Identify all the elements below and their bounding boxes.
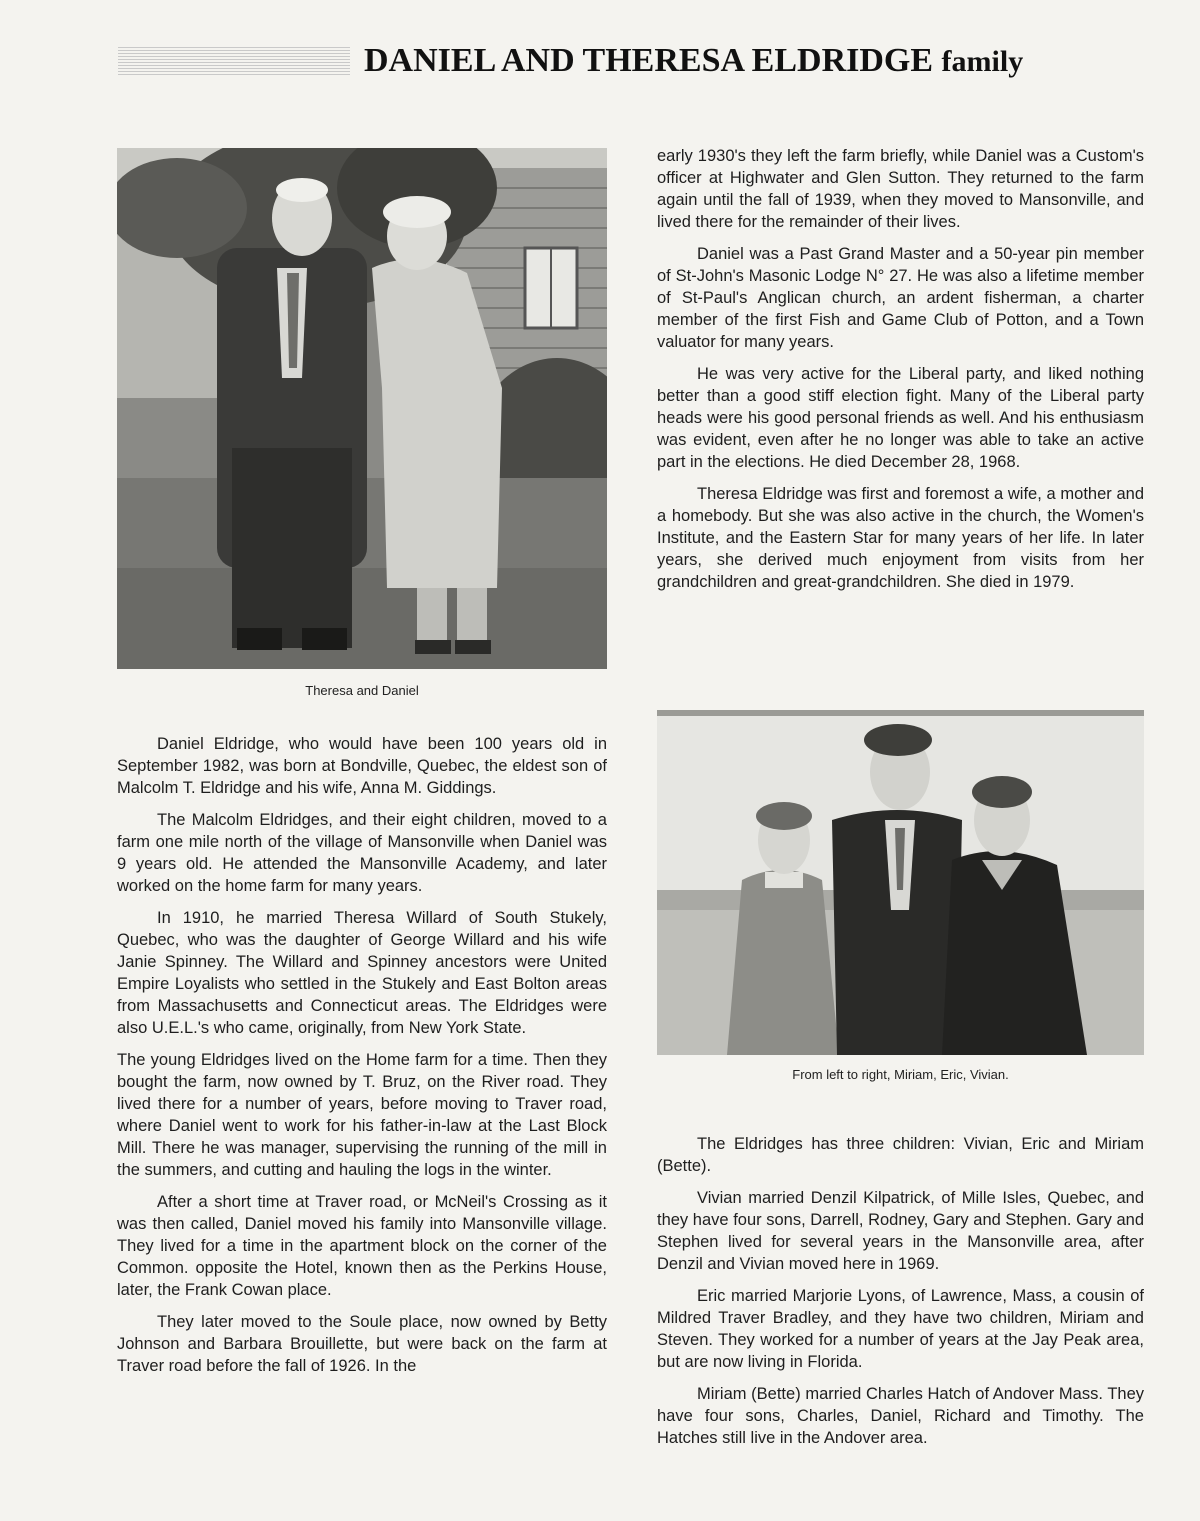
title-suffix: family <box>941 45 1024 78</box>
page-title <box>364 38 1023 85</box>
photo-couple-outdoors <box>117 148 607 669</box>
paragraph: early 1930's they left the farm briefly, while Daniel was a Custom's officer at Highwater and Glen Sutton. They returned to the farm again until the fall of 1939, when they moved to Mansonville, and lived there for the remainder of their lives. <box>657 147 1144 231</box>
left-column <box>117 733 607 1387</box>
right-column-bottom <box>657 1133 1144 1459</box>
paragraph: Miriam (Bette) married Charles Hatch of Andover Mass. They have four sons, Charles, Daniel, Richard and Timothy. The Hatches still live in the Andover area. <box>657 1385 1144 1447</box>
paragraph: They later moved to the Soule place, now owned by Betty Johnson and Barbara Brouillette, but were back on the farm at Traver road before the fall of 1926. In the <box>117 1313 607 1375</box>
paragraph: The Malcolm Eldridges, and their eight children, moved to a farm one mile north of the village of Mansonville when Daniel was 9 years old. He attended the Mansonville Academy, and later worked on the home farm for many years. <box>117 811 607 895</box>
paragraph: The Eldridges has three children: Vivian, Eric and Miriam (Bette). <box>657 1135 1144 1175</box>
paragraph: Eric married Marjorie Lyons, of Lawrence, Mass, a cousin of Mildred Traver Bradley, and they have two children, Miriam and Steven. They worked for a number of years at the Jay Peak area, but are now living in Florida. <box>657 1287 1144 1371</box>
photo-caption-couple: Theresa and Daniel <box>305 683 419 698</box>
paragraph: Daniel was a Past Grand Master and a 50-year pin member of St-John's Masonic Lodge N° 27. He was also a lifetime member of St-Paul's Anglican church, an ardent fisherman, a charter member of the first Fish and Game Club of Potton, and a Town valuator for many years. <box>657 245 1144 351</box>
paragraph: After a short time at Traver road, or McNeil's Crossing as it was then called, Daniel moved his family into Mansonville village. They lived for a time in the apartment block on the corner of the Common. opposite the Hotel, known then as the Perkins House, later, the Frank Cowan place. <box>117 1193 607 1299</box>
title-main: DANIEL AND THERESA ELDRIDGE <box>364 42 934 79</box>
paragraph: He was very active for the Liberal party, and liked nothing better than a good stiff election fight. Many of the Liberal party heads were his good personal friends as well. And his enthusiasm was evident, even after he no longer was able to take an active part in the elections. He died December 28, 1968. <box>657 365 1144 471</box>
paragraph: Daniel Eldridge, who would have been 100 years old in September 1982, was born at Bondville, Quebec, the eldest son of Malcolm T. Eldridge and his wife, Anna M. Giddings. <box>117 735 607 797</box>
paragraph: The young Eldridges lived on the Home farm for a time. Then they bought the farm, now owned by T. Bruz, on the River road. They lived there for a number of years, before moving to Traver road, where Daniel went to work for his father-in-law at the Last Block Mill. There he was manager, supervising the running of the mill in the summers, and cutting and hauling the logs in the winter. <box>117 1051 607 1179</box>
paragraph: In 1910, he married Theresa Willard of South Stukely, Quebec, who was the daughter of George Willard and his wife Janie Spinney. The Willard and Spinney ancestors were United Empire Loyalists who settled in the Stukely and East Bolton areas from Massachusetts and Connecticut areas. The Eldridges were also U.E.L.'s who came, originally, from New York State. <box>117 909 607 1037</box>
photo-caption-siblings: From left to right, Miriam, Eric, Vivian. <box>792 1067 1009 1082</box>
title-decoration-hatch <box>118 45 350 75</box>
paragraph: Theresa Eldridge was first and foremost a wife, a mother and a homebody. But she was also active in the church, the Women's Institute, and the Eastern Star for many years of her life. In later years, she derived much enjoyment from visits from her grandchildren and great-grandchildren. She died in 1979. <box>657 485 1144 591</box>
photo-three-siblings <box>657 710 1144 1055</box>
paragraph: Vivian married Denzil Kilpatrick, of Mille Isles, Quebec, and they have four sons, Darrell, Rodney, Gary and Stephen. Gary and Stephen lived for several years in the Mansonville area, after Denzil and Vivian moved here in 1969. <box>657 1189 1144 1273</box>
right-column-top <box>657 145 1144 603</box>
